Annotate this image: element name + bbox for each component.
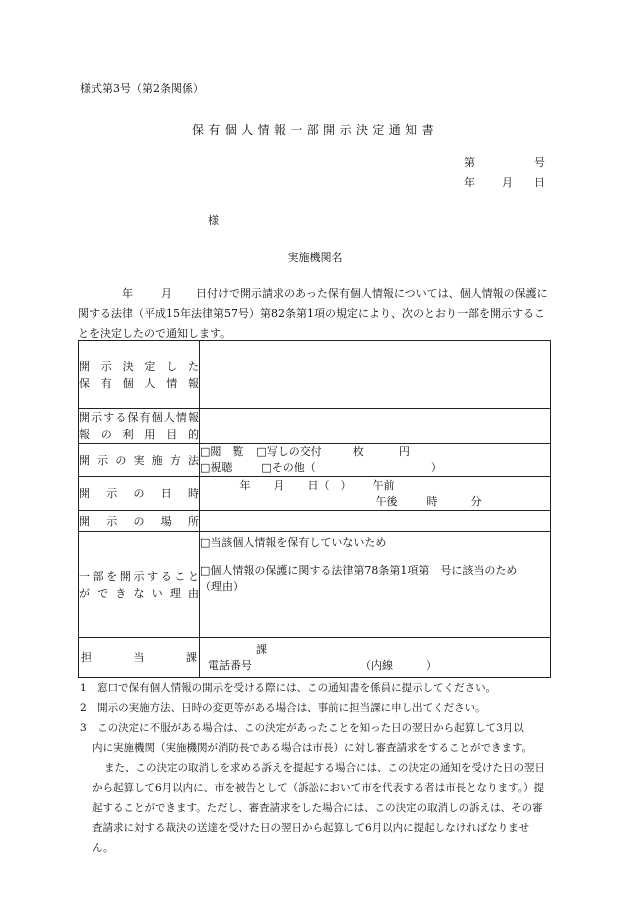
row-reason: [79, 532, 551, 638]
label-reason: 一部を開示すること ができない理由: [79, 532, 200, 638]
label-contact: 担当課: [79, 638, 200, 678]
row-purpose: [79, 409, 551, 444]
document-title: 保有個人情報一部開示決定通知書: [191, 123, 438, 137]
disclosure-table: [78, 340, 551, 678]
note-3c: また、この決定の取消しを求める訴えを提起する場合には、この決定の通知を受けた日の翌日から起算して6月以内に、市を被告として（訴訟において市を代表する者は市長となります。）提起することができます。ただし、審査請求をした場合には、この決定の取消しの訴えは、その審査請求に対する裁決の送達を受けた日の翌日から起算して6月以内に提起しなければなりません。: [92, 762, 545, 854]
dt-year: 年: [239, 478, 251, 492]
row-contact: [79, 638, 551, 678]
reason-law-checkbox[interactable]: □個人情報の保護に関する法律第78条第1項第 号に該当のため: [200, 564, 518, 577]
date-month: 月: [502, 176, 513, 189]
document-date: [464, 174, 545, 190]
note-2: 2 開示の実施方法、日時の変更等がある場合は、事前に担当課に申し出てください。: [80, 702, 486, 714]
method-view-checkbox[interactable]: □閲 覧: [200, 445, 244, 458]
method-listen-checkbox[interactable]: □視聴: [200, 461, 233, 474]
doc-number-prefix: 第: [464, 156, 475, 169]
note-3b: 内に実施機関（実施機関が消防長である場合は市長）に対し審査請求をすることができます。: [92, 742, 533, 754]
dt-pm: 午後: [375, 494, 398, 508]
contact-section: 課: [256, 642, 267, 656]
body-month: 月: [161, 287, 172, 300]
dt-am: 午前: [372, 478, 395, 492]
contact-ext: （内線 ）: [360, 658, 437, 672]
note-1: 1 窓口で保有個人情報の開示を受ける際には、この通知書を係員に提示してください。: [80, 682, 497, 694]
date-day: 日: [534, 176, 545, 189]
doc-number-suffix: 号: [534, 156, 545, 169]
value-disclosed-info[interactable]: [200, 341, 551, 409]
row-place: [79, 511, 551, 532]
row-method: [79, 444, 551, 477]
row-datetime: [79, 477, 551, 511]
body-text: 日付けで開示請求のあった保有個人情報については、個人情報の保護に関する法律（平成15年法律第57号）第82条第1項の規定により、次のとおり一部を開示することを決定したので通知します。: [78, 287, 548, 340]
notes: [80, 678, 550, 858]
method-other-close: ）: [430, 461, 442, 474]
method-copy-checkbox[interactable]: □写しの交付: [256, 445, 322, 458]
body-year: 年: [122, 287, 133, 300]
value-datetime: [200, 477, 551, 511]
reason-note: （理由）: [200, 580, 244, 593]
addressee-suffix: 様: [208, 214, 219, 227]
row-disclosed-info: [79, 341, 551, 409]
label-datetime: 開示の日時: [79, 477, 200, 511]
body-paragraph: [78, 284, 548, 344]
contact-phone: 電話番号: [208, 658, 252, 672]
label-place: 開示の場所: [79, 511, 200, 532]
label-disclosed-info: 開示決定した 保有個人情報: [79, 341, 200, 409]
method-sheets: 枚: [352, 445, 364, 458]
value-method: [200, 444, 551, 477]
label-method: 開示の実施方法: [79, 444, 200, 477]
reason-not-held-checkbox[interactable]: □当該個人情報を保有していないため: [200, 536, 387, 549]
dt-month: 月: [273, 478, 285, 492]
dt-min: 分: [470, 494, 482, 508]
label-purpose: 開示する保有個人情報 報の利用目的: [79, 409, 200, 444]
date-year: 年: [464, 176, 475, 189]
method-other-checkbox[interactable]: □その他（: [261, 461, 316, 474]
value-contact: [200, 638, 551, 678]
form-number: 様式第3号（第2条関係）: [80, 82, 204, 95]
method-yen: 円: [398, 445, 410, 458]
dt-hour: 時: [426, 494, 438, 508]
value-reason: [200, 532, 551, 638]
note-3a: 3 この決定に不服がある場合は、この決定があったことを知った日の翌日から起算して3月以: [80, 722, 524, 734]
value-purpose[interactable]: [200, 409, 551, 444]
value-place[interactable]: [200, 511, 551, 532]
agency-label: 実施機関名: [287, 251, 343, 264]
dt-day: 日（ ）: [307, 478, 352, 492]
document-number: [464, 154, 545, 170]
